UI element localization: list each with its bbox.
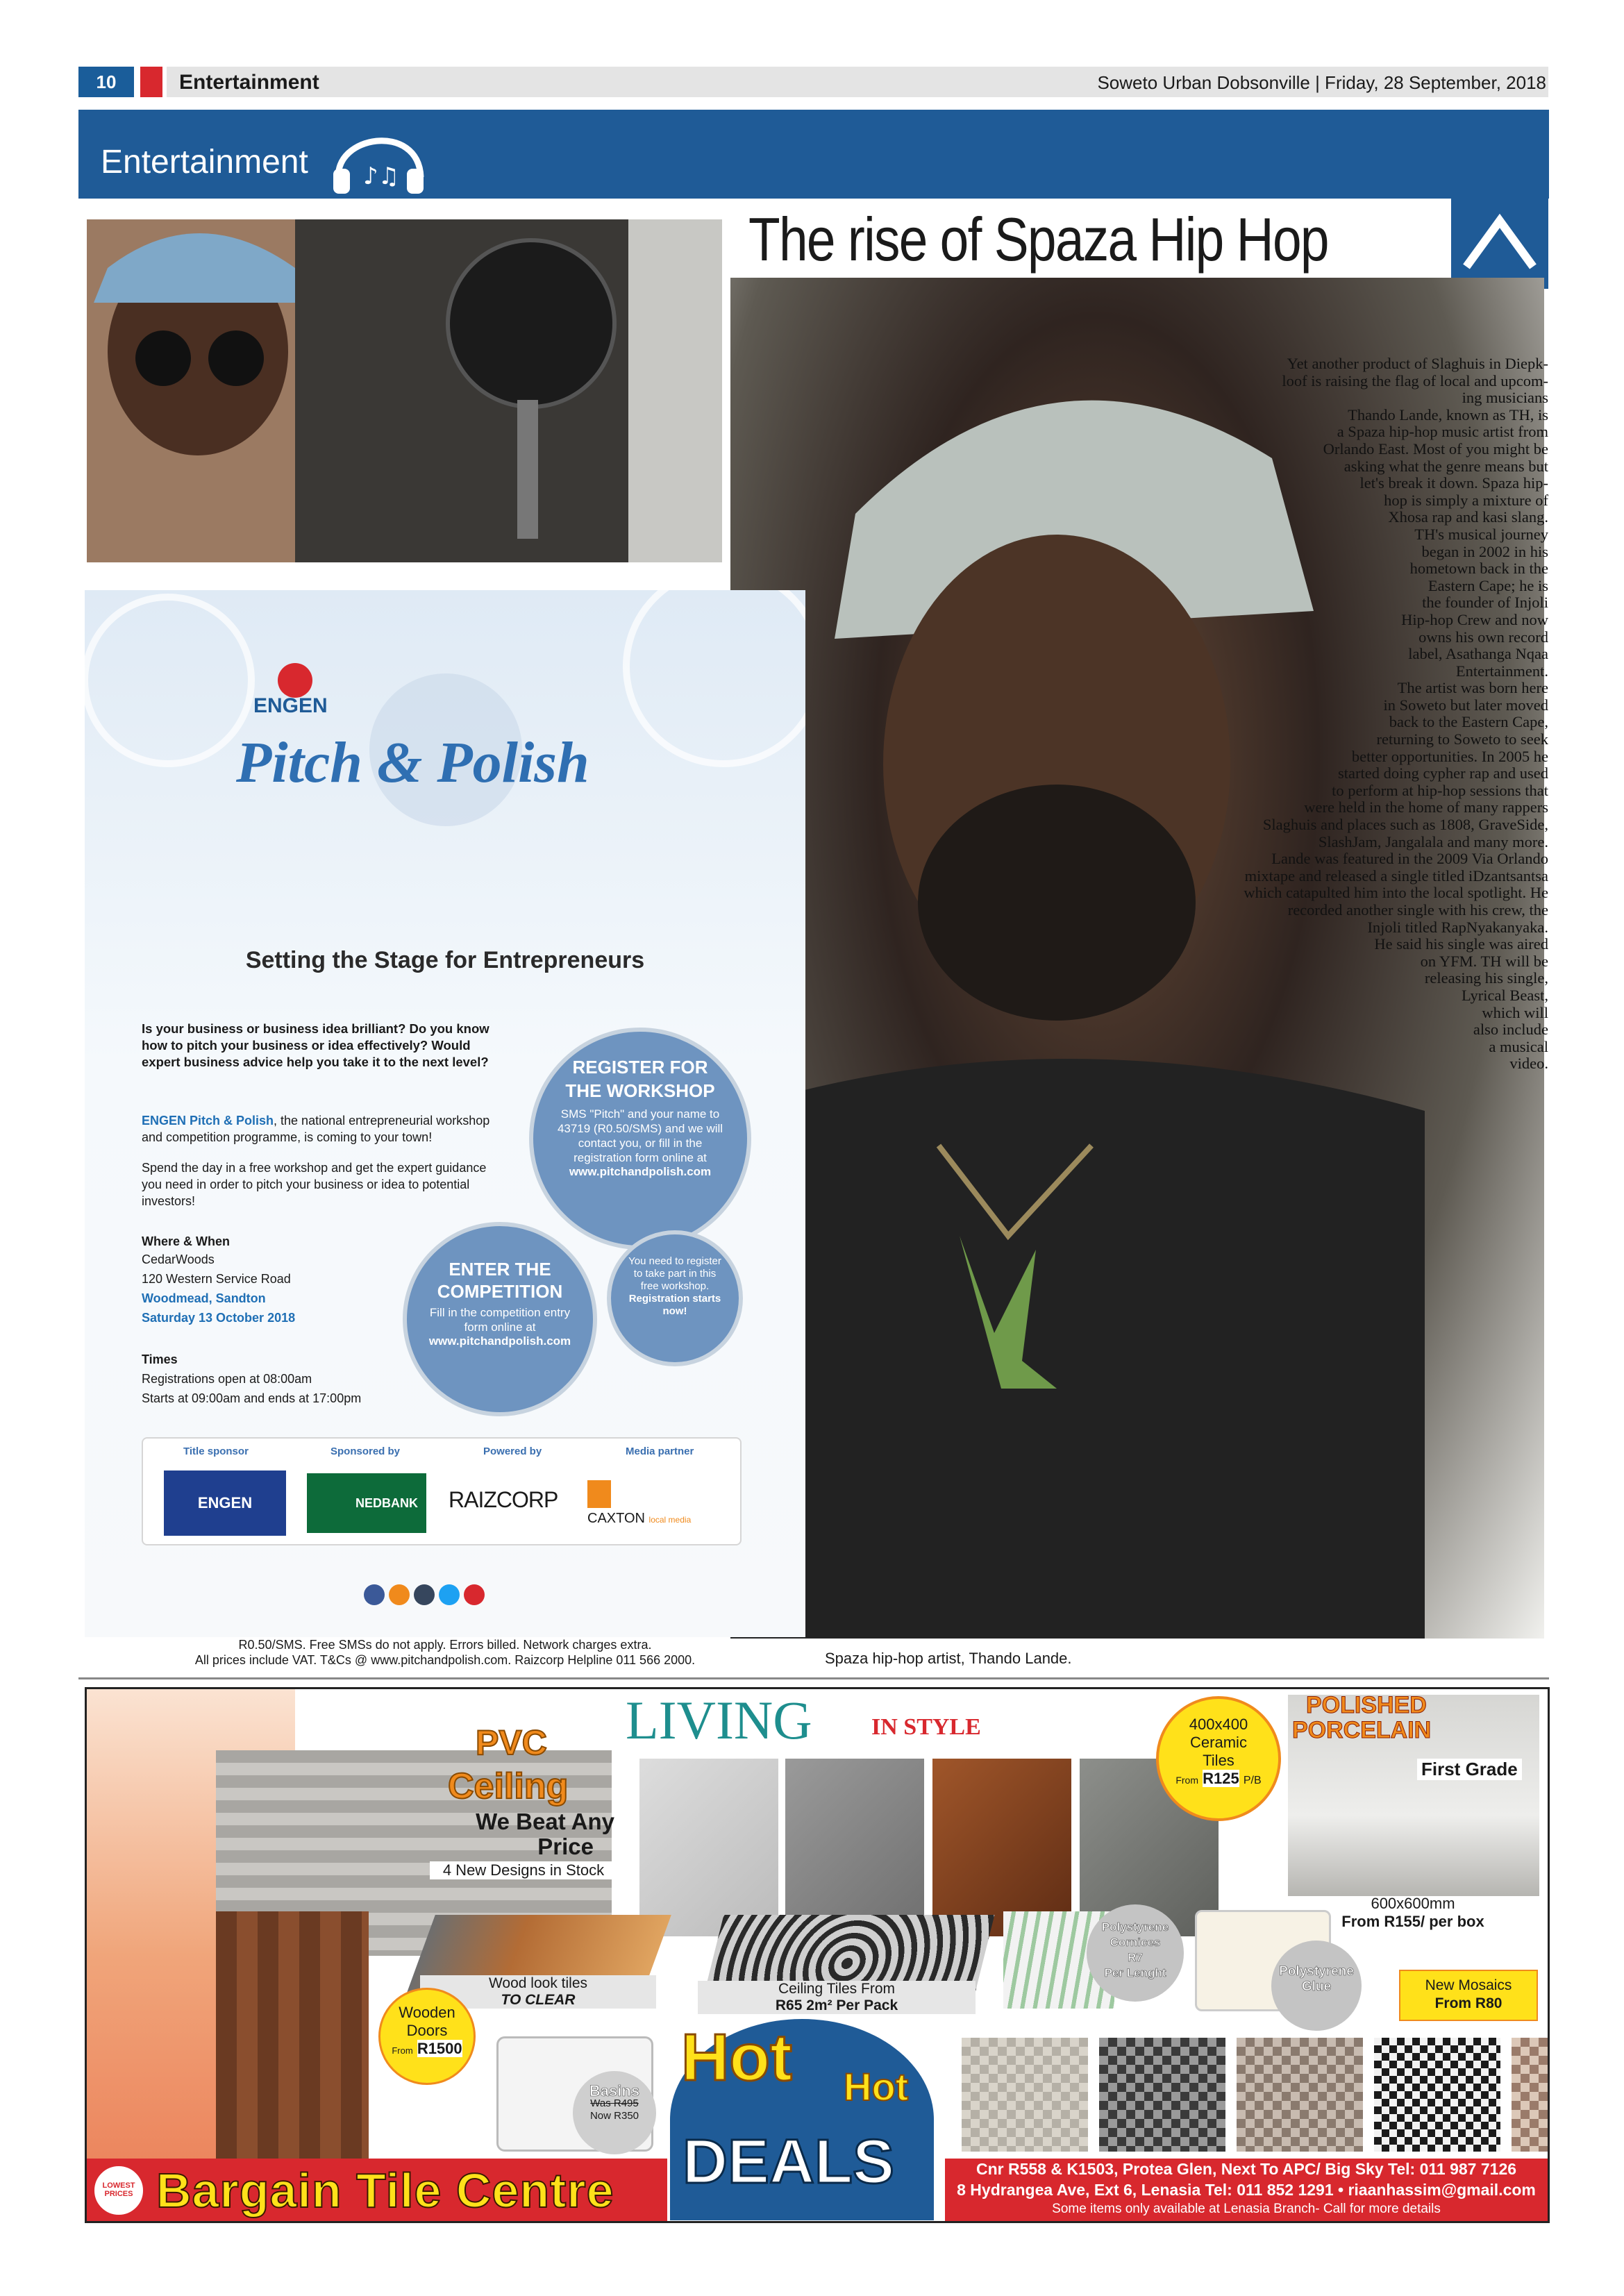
article-line: hop is simply a mixture of bbox=[1384, 491, 1548, 509]
article-line: Orlando East. Most of you might be bbox=[1323, 439, 1548, 458]
enter-title: ENTER THE COMPETITION bbox=[437, 1259, 563, 1302]
enter-body: Fill in the competition entry form online at bbox=[429, 1306, 571, 1334]
title-sponsor-label: Title sponsor bbox=[183, 1446, 249, 1457]
ceramic-label: Ceramic bbox=[1190, 1734, 1247, 1751]
raizcorp-logo: RAIZCORP bbox=[449, 1487, 558, 1512]
register-now-circle bbox=[607, 1230, 743, 1366]
article-line: Thando Lande, known as TH, is bbox=[1348, 405, 1548, 424]
beat-price-line1: We Beat Any bbox=[476, 1809, 614, 1834]
article-line: Entertainment. bbox=[1455, 662, 1548, 680]
article-line: to perform at hip-hop sessions that bbox=[1332, 781, 1548, 799]
register-title: REGISTER FOR THE WORKSHOP bbox=[565, 1057, 715, 1101]
article-line: Injoli titled RapNyakanyaka. bbox=[1367, 918, 1548, 936]
article-line: better opportunities. In 2005 he bbox=[1351, 747, 1548, 765]
article-line: video. bbox=[1509, 1055, 1548, 1073]
article-line: which will bbox=[1482, 1003, 1548, 1021]
basins-badge: Basins Was R495 Now R350 bbox=[573, 2071, 656, 2154]
ceramic-offer-badge bbox=[1156, 1696, 1281, 1821]
tile-advert bbox=[85, 1687, 1550, 2223]
mosaic-sample bbox=[962, 2038, 1088, 2152]
engen-logo-icon bbox=[278, 663, 312, 698]
address-lenasia: 8 Hydrangea Ave, Ext 6, Lenasia Tel: 011 852 1291 • riaanhassim@gmail.com bbox=[957, 2181, 1536, 2199]
ceramic-price: From R125 P/B bbox=[1175, 1770, 1262, 1787]
headphones-icon bbox=[325, 115, 429, 198]
article-body bbox=[1083, 355, 1548, 1073]
first-grade-label: First Grade bbox=[1417, 1759, 1522, 1780]
hot-label: Hot bbox=[681, 2020, 792, 2095]
caxton-logo: CAXTON local media bbox=[587, 1511, 692, 1526]
venue-address: 120 Western Service Road bbox=[142, 1272, 291, 1286]
pvc-label: PVC bbox=[476, 1723, 547, 1762]
svg-text:♪♫: ♪♫ bbox=[363, 162, 400, 190]
doors-photo bbox=[216, 1911, 369, 2168]
event-date: Saturday 13 October 2018 bbox=[142, 1311, 296, 1325]
media-partner-label: Media partner bbox=[626, 1446, 694, 1457]
article-line: The artist was born here bbox=[1397, 679, 1548, 697]
fine-print-line: All prices include VAT. T&Cs @ www.pitchandpolish.com. Raizcorp Helpline 011 566 2000. bbox=[194, 1653, 696, 1667]
mosaic-sample bbox=[1374, 2038, 1500, 2152]
living-logo: LIVING bbox=[626, 1690, 812, 1750]
section-divider bbox=[78, 1677, 1549, 1679]
nedbank-logo: NEDBANK bbox=[307, 1473, 426, 1533]
polished-label: POLISHED bbox=[1306, 1692, 1427, 1718]
register-url[interactable]: www.pitchandpolish.com bbox=[569, 1165, 712, 1178]
article-line: back to the Eastern Cape, bbox=[1389, 713, 1548, 731]
article-line: in Soweto but later moved bbox=[1383, 696, 1548, 714]
facebook-icon[interactable] bbox=[364, 1584, 385, 1605]
cornices-badge: Polystyrene Cornices R7 Per Lenght bbox=[1087, 1904, 1184, 2002]
article-line: Yet another product of Slaghuis in Diepk- bbox=[1287, 355, 1548, 372]
article-line: the founder of Injoli bbox=[1422, 594, 1548, 612]
article-line: Eastern Cape; he is bbox=[1428, 576, 1548, 594]
enter-competition-circle[interactable] bbox=[403, 1222, 597, 1416]
mosaic-sample bbox=[1099, 2038, 1225, 2152]
article-line: let's break it down. Spaza hip- bbox=[1359, 474, 1548, 492]
article-line: Lande was featured in the 2009 Via Orlando bbox=[1271, 850, 1548, 868]
register-body: SMS "Pitch" and your name to 43719 (R0.50/SMS) and we will contact you, or fill in the registration form online at bbox=[557, 1107, 723, 1164]
section-banner-label: Entertainment bbox=[101, 144, 308, 181]
article-line: loof is raising the flag of local and upcom- bbox=[1282, 371, 1548, 389]
designs-label: 4 New Designs in Stock bbox=[430, 1861, 617, 1879]
article-line: a Spaza hip-hop music artist from bbox=[1337, 423, 1548, 441]
ad-intro: ENGEN Pitch & Polish, the national entrepreneurial workshop and competition programme, is coming to your town! bbox=[142, 1114, 490, 1144]
article-line: releasing his single, bbox=[1424, 969, 1548, 987]
tile-sample bbox=[639, 1759, 778, 1936]
ceiling-tiles-caption: Ceiling Tiles From R65 2m² Per Pack bbox=[698, 1981, 976, 2014]
article-line: owns his own record bbox=[1418, 628, 1548, 646]
tumblr-icon[interactable] bbox=[414, 1584, 435, 1605]
tile-sample bbox=[932, 1759, 1071, 1936]
section-name: Entertainment bbox=[179, 71, 319, 94]
mosaic-sample bbox=[1512, 2038, 1550, 2152]
hot-small-label: Hot bbox=[844, 2065, 909, 2109]
porcelain-label: PORCELAIN bbox=[1292, 1717, 1432, 1743]
times-schedule: Starts at 09:00am and ends at 17:00pm bbox=[142, 1391, 362, 1405]
wood-tiles-caption: Wood look tiles TO CLEAR bbox=[420, 1975, 656, 2009]
times-registration: Registrations open at 08:00am bbox=[142, 1372, 312, 1386]
address-protea-glen: Cnr R558 & K1503, Protea Glen, Next To APC/ Big Sky Tel: 011 987 7126 bbox=[976, 2160, 1517, 2178]
mosaic-sample bbox=[1237, 2038, 1363, 2152]
glue-badge: Polystyrene Glue bbox=[1271, 1941, 1362, 2031]
doors-badge: Wooden Doors From R1500 bbox=[378, 1988, 476, 2085]
ad-questions: Is your business or business idea brilliant? Do you know how to pitch your business or idea effectively? Would expert business advice help you take it to the next level? bbox=[142, 1021, 489, 1069]
article-line: hometown back in the bbox=[1409, 560, 1548, 578]
page-number: 10 bbox=[78, 67, 134, 97]
tile-sample bbox=[785, 1759, 924, 1936]
ad-title: Setting the Stage for Entrepreneurs bbox=[245, 947, 645, 973]
article-line: SlashJam, Jangalala and many more. bbox=[1318, 832, 1548, 850]
need-body: You need to register to take part in this free workshop. bbox=[628, 1255, 721, 1292]
article-line: which catapulted him into the local spotlight. He bbox=[1244, 884, 1548, 902]
article-line: asking what the genre means but bbox=[1343, 457, 1548, 475]
chevron-up-icon bbox=[1451, 199, 1548, 289]
enter-url[interactable]: www.pitchandpolish.com bbox=[428, 1334, 571, 1348]
pitch-polish-logo: Pitch & Polish bbox=[236, 730, 589, 795]
article-line: Lyrical Beast, bbox=[1462, 986, 1548, 1004]
article-line: ing musicians bbox=[1462, 389, 1548, 407]
need-bold: Registration starts now! bbox=[628, 1293, 721, 1317]
in-style-logo: IN STYLE bbox=[871, 1714, 981, 1740]
venue: CedarWoods bbox=[142, 1252, 215, 1266]
ceramic-tiles-label: Tiles bbox=[1203, 1752, 1234, 1769]
article-line: label, Asathanga Nqaa bbox=[1408, 645, 1548, 663]
article-line: Slaghuis and places such as 1808, GraveSide, bbox=[1262, 816, 1548, 834]
youtube-icon[interactable] bbox=[464, 1584, 485, 1605]
store-name: Bargain Tile Centre bbox=[156, 2163, 614, 2218]
engen-brand: ENGEN bbox=[253, 694, 328, 717]
powered-by-label: Powered by bbox=[483, 1446, 542, 1457]
lowest-prices-seal: LOWEST PRICES bbox=[92, 2164, 145, 2217]
register-workshop-circle[interactable] bbox=[529, 1028, 751, 1250]
deals-label: DEALS bbox=[683, 2127, 895, 2197]
porcelain-size: 600x600mm bbox=[1371, 1895, 1455, 1912]
dateline: Soweto Urban Dobsonville | Friday, 28 September, 2018 bbox=[1097, 72, 1546, 93]
article-line: also include bbox=[1473, 1021, 1548, 1039]
fine-print-line: R0.50/SMS. Free SMSs do not apply. Errors billed. Network charges extra. bbox=[238, 1638, 652, 1652]
porcelain-price: From R155/ per box bbox=[1341, 1913, 1484, 1930]
ad-fine-print bbox=[85, 1637, 805, 1668]
times-heading: Times bbox=[142, 1352, 178, 1366]
ad-spend-day: Spend the day in a free workshop and get the expert guidance you need in order to pitch your business or idea to potential investors! bbox=[142, 1161, 487, 1208]
article-line: a musical bbox=[1489, 1037, 1548, 1055]
article-line: Xhosa rap and kasi slang. bbox=[1388, 508, 1548, 526]
photo-caption: Spaza hip-hop artist, Thando Lande. bbox=[825, 1650, 1072, 1667]
venue-area: Woodmead, Sandton bbox=[142, 1291, 266, 1305]
mosaics-badge: New Mosaics From R80 bbox=[1399, 1970, 1538, 2021]
article-line: were held in the home of many rappers bbox=[1304, 798, 1548, 816]
article-line: returning to Soweto to seek bbox=[1376, 730, 1548, 748]
beat-price-line2: Price bbox=[537, 1834, 594, 1859]
section-color-marker bbox=[140, 67, 162, 97]
engen-sponsor-logo: ENGEN bbox=[164, 1470, 286, 1536]
article-line: TH's musical journey bbox=[1414, 525, 1548, 543]
ceiling-label: Ceiling bbox=[448, 1766, 569, 1807]
sponsor-strip bbox=[142, 1437, 742, 1545]
sponsored-by-label: Sponsored by bbox=[330, 1446, 401, 1457]
branch-note: Some items only available at Lenasia Branch- Call for more details bbox=[1052, 2202, 1441, 2216]
article-line: He said his single was aired bbox=[1374, 935, 1548, 953]
article-headline: The rise of Spaza Hip Hop bbox=[748, 205, 1328, 274]
where-heading: Where & When bbox=[142, 1234, 231, 1248]
ceramic-size: 400x400 bbox=[1189, 1716, 1248, 1733]
article-line: began in 2002 in his bbox=[1421, 542, 1548, 560]
caxton-logo-icon bbox=[587, 1480, 611, 1508]
store-addresses bbox=[945, 2159, 1548, 2221]
studio-photo bbox=[87, 219, 722, 562]
instagram-icon[interactable] bbox=[389, 1584, 410, 1605]
article-line: on YFM. TH will be bbox=[1420, 952, 1548, 970]
article-line: mixtape and released a single titled iDzantsantsa bbox=[1244, 866, 1548, 885]
article-line: started doing cypher rap and used bbox=[1337, 764, 1548, 782]
article-line: Hip-hop Crew and now bbox=[1401, 610, 1548, 628]
twitter-icon[interactable] bbox=[439, 1584, 460, 1605]
article-line: recorded another single with his crew, the bbox=[1287, 901, 1548, 919]
